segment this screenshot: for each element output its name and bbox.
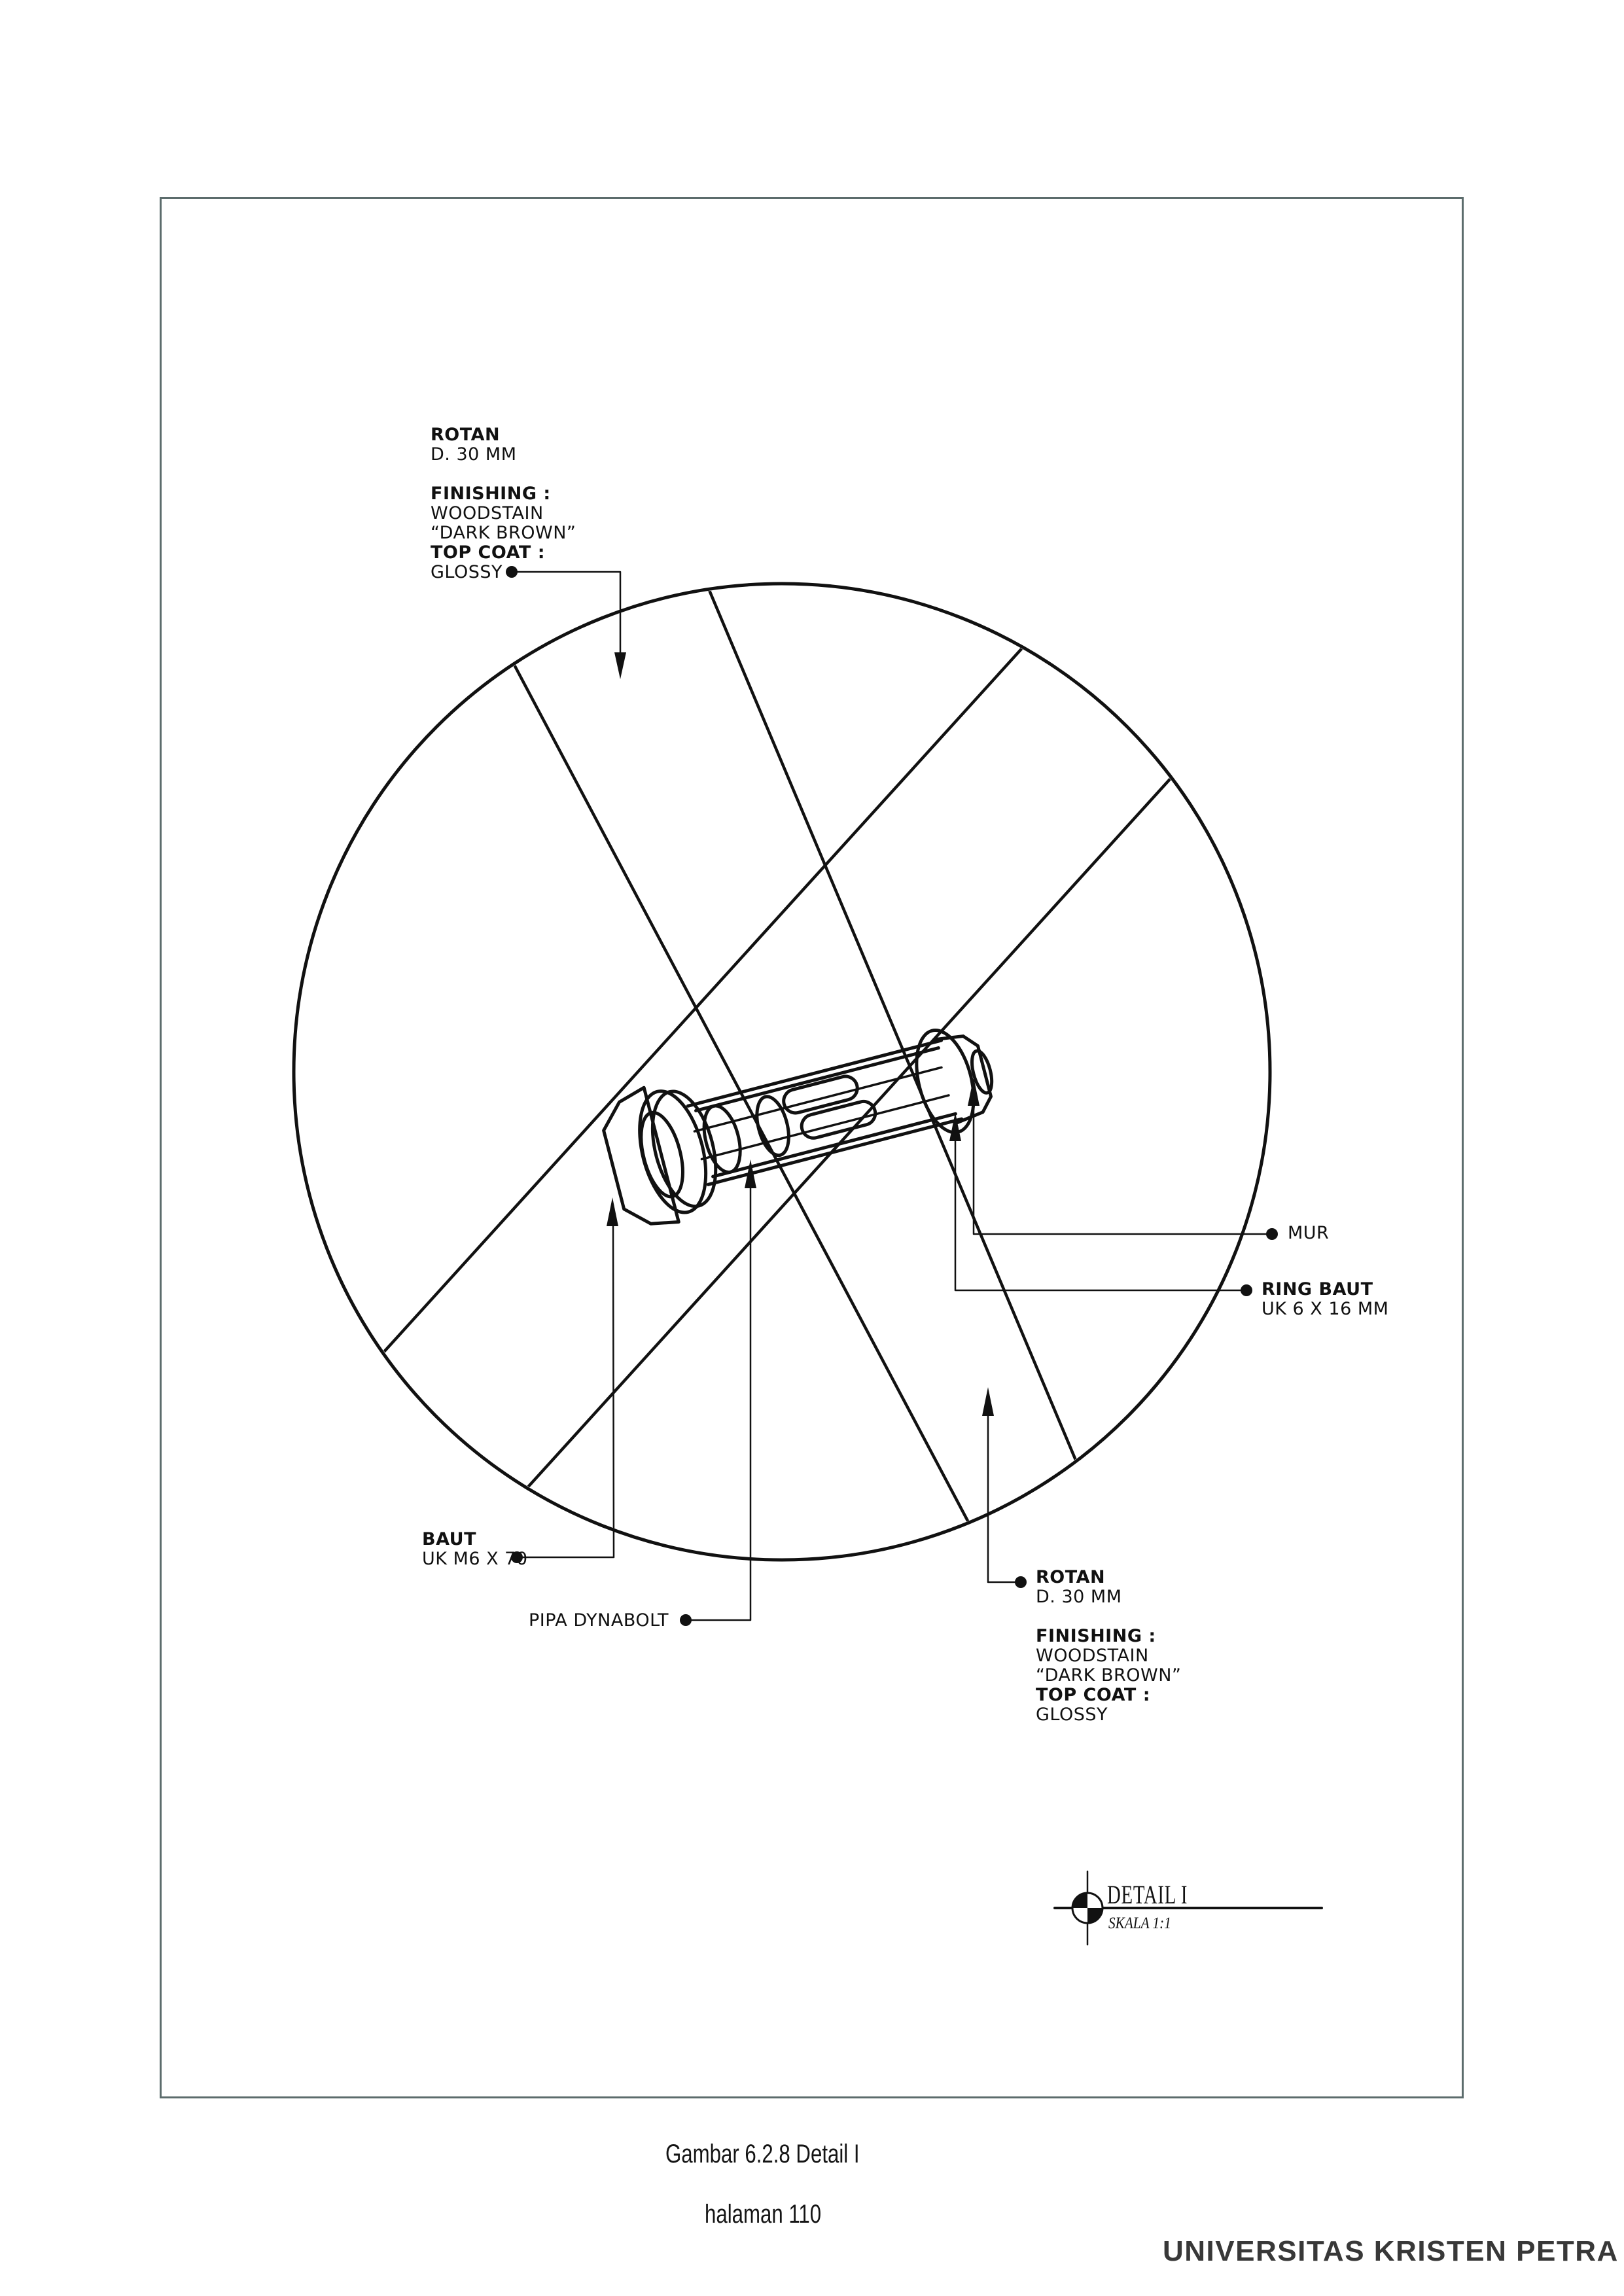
callout-rotan-bottom-name: ROTAN	[1036, 1567, 1106, 1587]
arrowhead-up	[607, 1197, 618, 1226]
callout-baut	[422, 1530, 528, 1569]
callout-rotan-top-finishing-2: “DARK BROWN”	[431, 523, 576, 543]
callout-rotan-bottom-finishing-2: “DARK BROWN”	[1036, 1665, 1182, 1686]
nut	[934, 1029, 995, 1123]
page-number: halaman 110	[705, 2200, 822, 2229]
expansion-slot	[799, 1099, 877, 1141]
rattan-pole-edge	[692, 548, 1096, 1508]
leader-dots	[506, 566, 1278, 1626]
leader-line-mur	[974, 1104, 1272, 1234]
leader-dot	[1241, 1284, 1252, 1296]
bolt-assembly	[596, 1002, 1008, 1234]
callout-rotan-top-name: ROTAN	[431, 425, 501, 445]
callout-rotan-top-size: D. 30 MM	[431, 444, 517, 465]
detail-scale: SKALA 1:1	[1108, 1915, 1171, 1932]
detail-boundary-circle	[294, 584, 1270, 1560]
spacer	[431, 465, 576, 484]
callout-pipa-dynabolt	[529, 1611, 669, 1631]
arrowhead-up	[949, 1112, 961, 1141]
leaders	[512, 572, 1272, 1620]
institution-footer: UNIVERSITAS KRISTEN PETRA	[1163, 2235, 1619, 2267]
callout-mur-name: MUR	[1288, 1223, 1330, 1243]
callout-rotan-top-topcoat-value: GLOSSY	[431, 562, 503, 582]
leader-dot	[1266, 1228, 1278, 1240]
detail-title: DETAIL I	[1107, 1880, 1188, 1909]
leader-dot	[1015, 1576, 1027, 1588]
sleeve-edge	[751, 1093, 794, 1159]
rattan-pole-edge	[492, 623, 987, 1558]
figure-caption: Gambar 6.2.8 Detail I	[665, 2140, 860, 2168]
callout-rotan-bottom-topcoat-label: TOP COAT :	[1036, 1685, 1151, 1705]
rattan-poles	[351, 548, 1201, 1558]
pipe-rail	[708, 1119, 961, 1184]
titleblock-symbol	[1055, 1871, 1322, 1945]
rattan-pole-edge	[351, 608, 1059, 1388]
callout-rotan-bottom-topcoat-value: GLOSSY	[1036, 1704, 1108, 1725]
leader-line-ring-baut	[955, 1140, 1246, 1290]
arrowhead-up	[982, 1387, 994, 1416]
spacer	[1036, 1607, 1181, 1627]
callout-ring-baut	[1262, 1280, 1388, 1319]
leader-line-rotan-top	[512, 572, 620, 654]
callout-rotan-top-finishing-1: WOODSTAIN	[431, 503, 544, 523]
callout-rotan-bottom-size: D. 30 MM	[1036, 1587, 1122, 1607]
callout-pipa-dynabolt-name: PIPA DYNABOLT	[529, 1610, 669, 1631]
titleblock-quadrant	[1072, 1893, 1087, 1908]
callout-mur	[1288, 1224, 1329, 1243]
callout-rotan-top-finishing-label: FINISHING :	[431, 484, 551, 504]
callout-rotan-bottom-finishing-label: FINISHING :	[1036, 1626, 1156, 1646]
callout-rotan-bottom-finishing-1: WOODSTAIN	[1036, 1646, 1149, 1666]
callout-baut-size: UK M6 X 70	[422, 1549, 528, 1569]
titleblock-quadrant	[1087, 1908, 1103, 1923]
arrowhead-down	[614, 652, 626, 679]
callout-rotan-top	[431, 425, 576, 582]
leader-dot	[680, 1614, 692, 1626]
arrowheads	[607, 652, 994, 1416]
callout-baut-name: BAUT	[422, 1529, 476, 1549]
callout-ring-baut-size: UK 6 X 16 MM	[1262, 1299, 1389, 1319]
bolt-head	[596, 1087, 679, 1234]
callout-ring-baut-name: RING BAUT	[1262, 1279, 1373, 1299]
callout-rotan-top-topcoat-label: TOP COAT :	[431, 542, 546, 563]
callout-rotan-bottom	[1036, 1568, 1181, 1725]
